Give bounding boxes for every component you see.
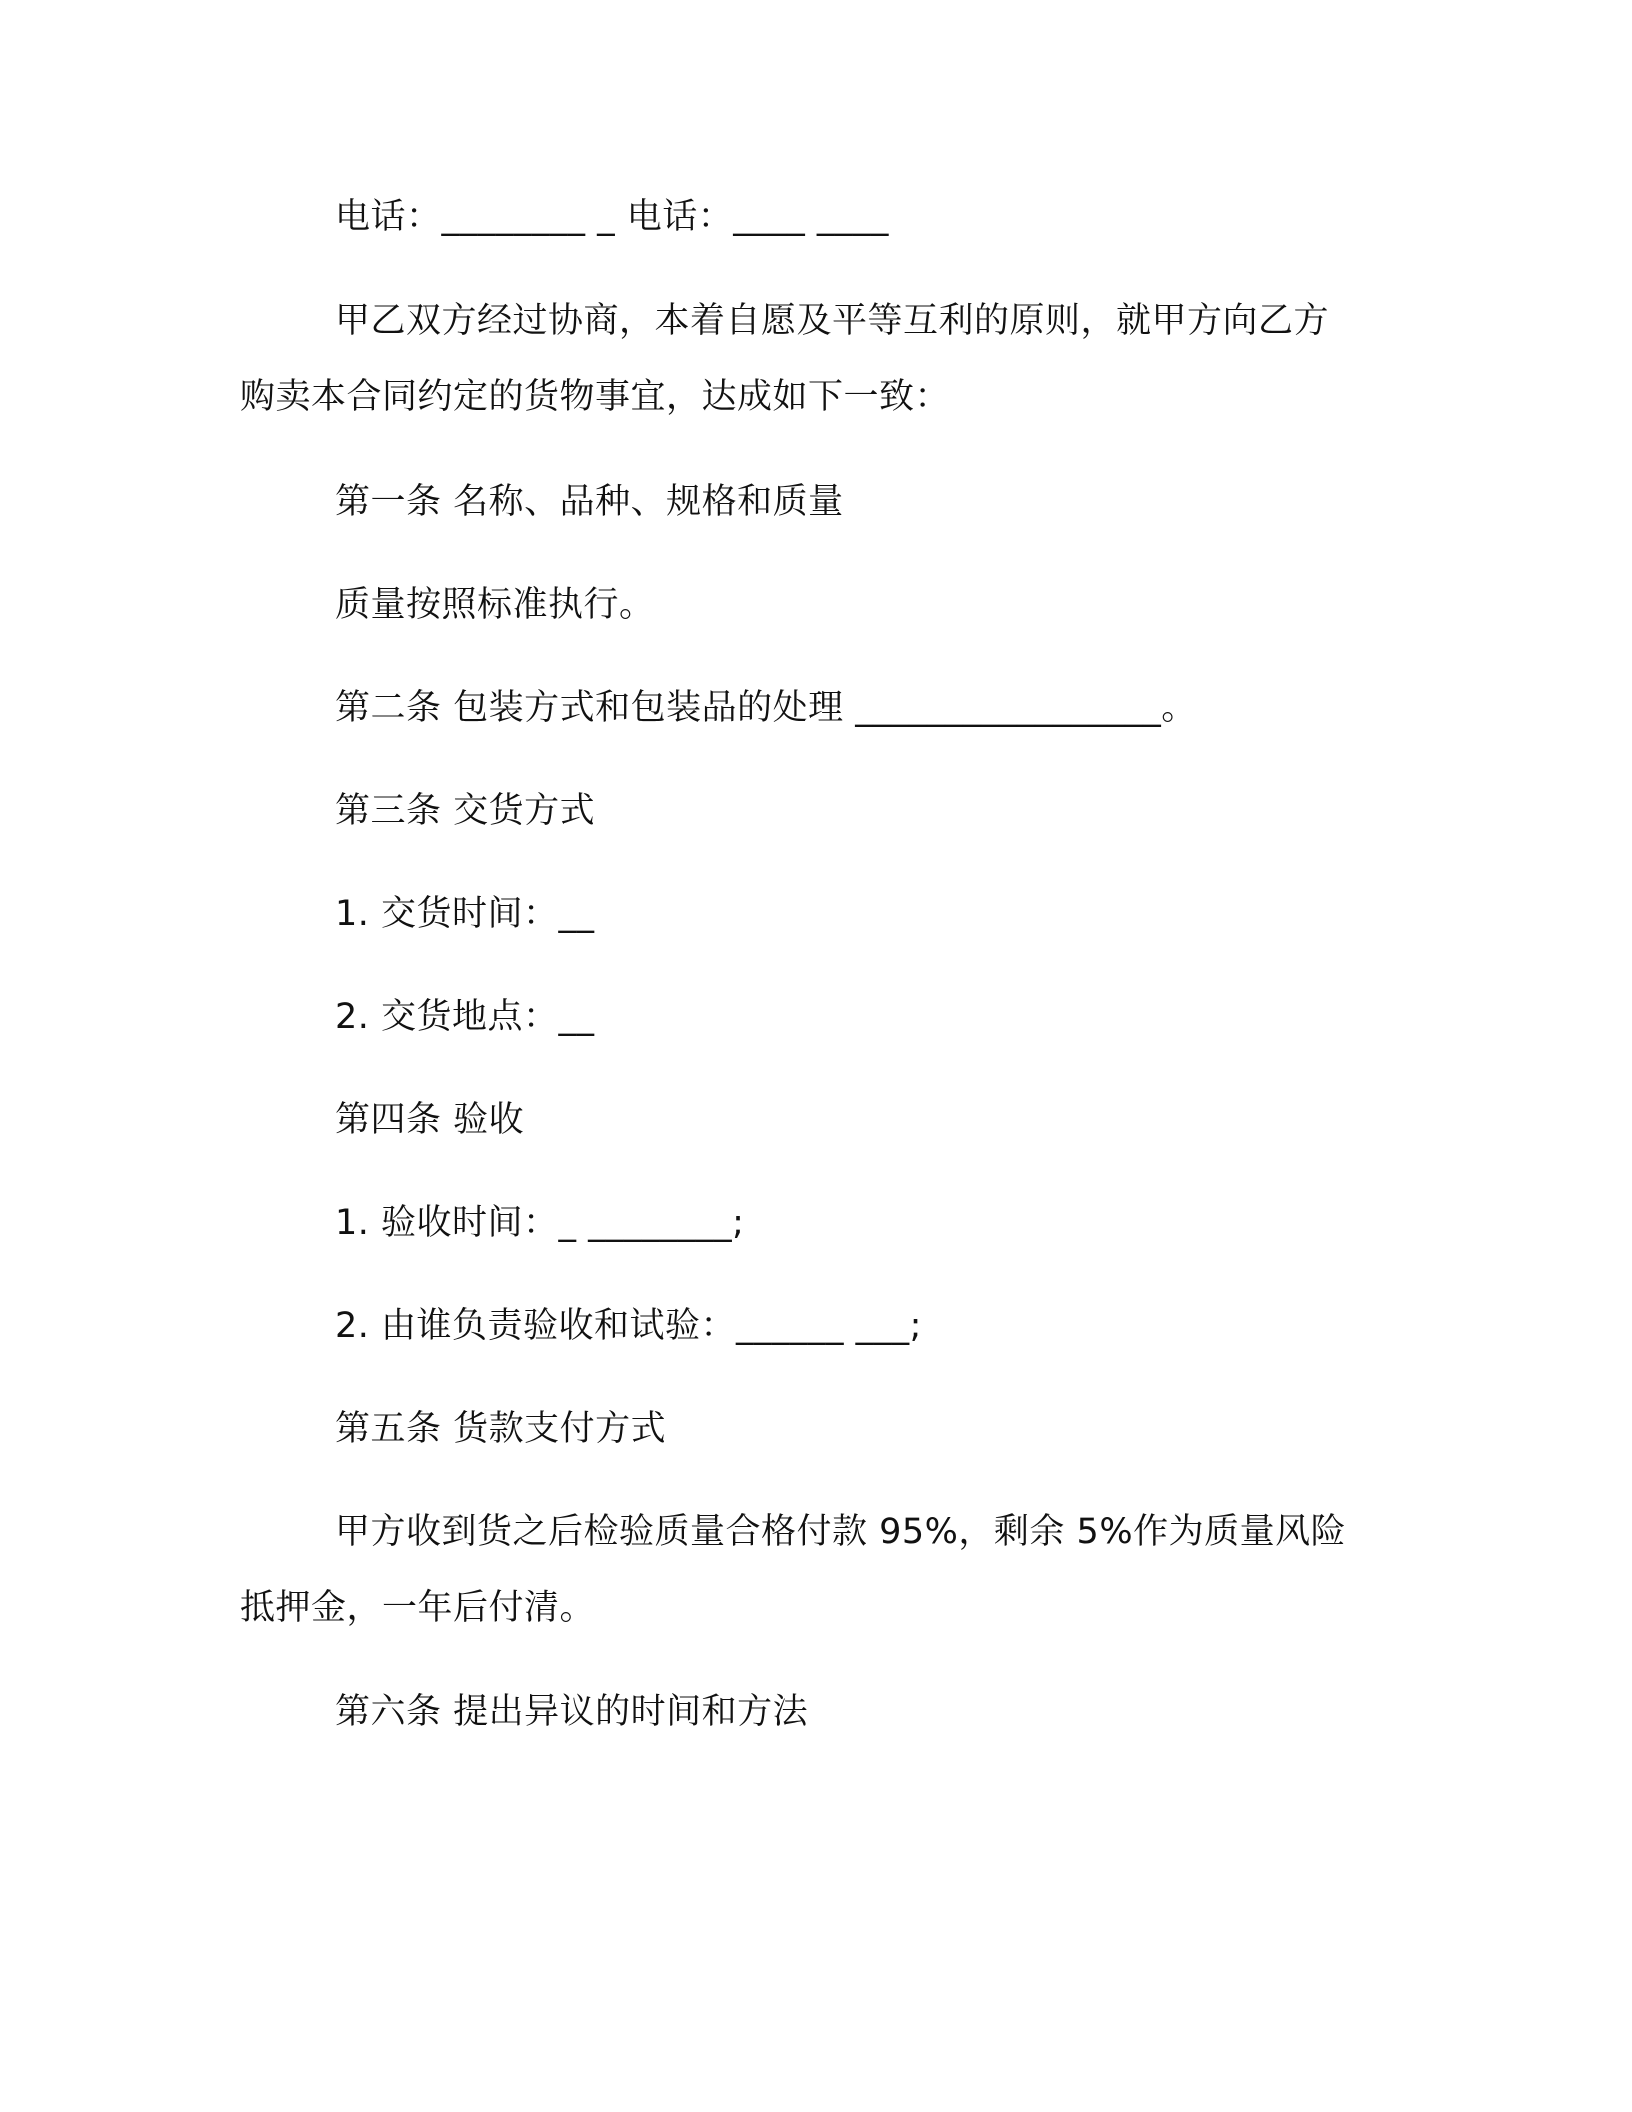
phone-line: 电话：________ _ 电话：____ ____	[335, 197, 889, 237]
inspection-time-item: 1. 验收时间：_ ________;	[335, 1203, 745, 1243]
delivery-location-item: 2. 交货地点：__	[335, 997, 595, 1037]
delivery-time-item: 1. 交货时间：__	[335, 894, 595, 934]
quality-standard-text: 质量按照标准执行。	[335, 585, 655, 625]
article-4-heading: 第四条 验收	[335, 1100, 525, 1140]
payment-paragraph-line-1: 甲方收到货之后检验质量合格付款 95%，剩余 5%作为质量风险	[335, 1512, 1347, 1552]
article-3-heading: 第三条 交货方式	[335, 791, 596, 831]
inspection-responsibility-item: 2. 由谁负责验收和试验：______ ___;	[335, 1306, 922, 1346]
intro-paragraph-line-2: 购卖本合同约定的货物事宜，达成如下一致：	[240, 377, 951, 417]
intro-paragraph-line-1: 甲乙双方经过协商，本着自愿及平等互利的原则，就甲方向乙方	[335, 301, 1330, 341]
article-1-heading: 第一条 名称、品种、规格和质量	[335, 482, 844, 522]
article-5-heading: 第五条 货款支付方式	[335, 1409, 667, 1449]
article-2-heading: 第二条 包装方式和包装品的处理 _________________。	[335, 688, 1197, 728]
article-6-heading: 第六条 提出异议的时间和方法	[335, 1692, 809, 1732]
payment-paragraph-line-2: 抵押金，一年后付清。	[240, 1588, 596, 1628]
